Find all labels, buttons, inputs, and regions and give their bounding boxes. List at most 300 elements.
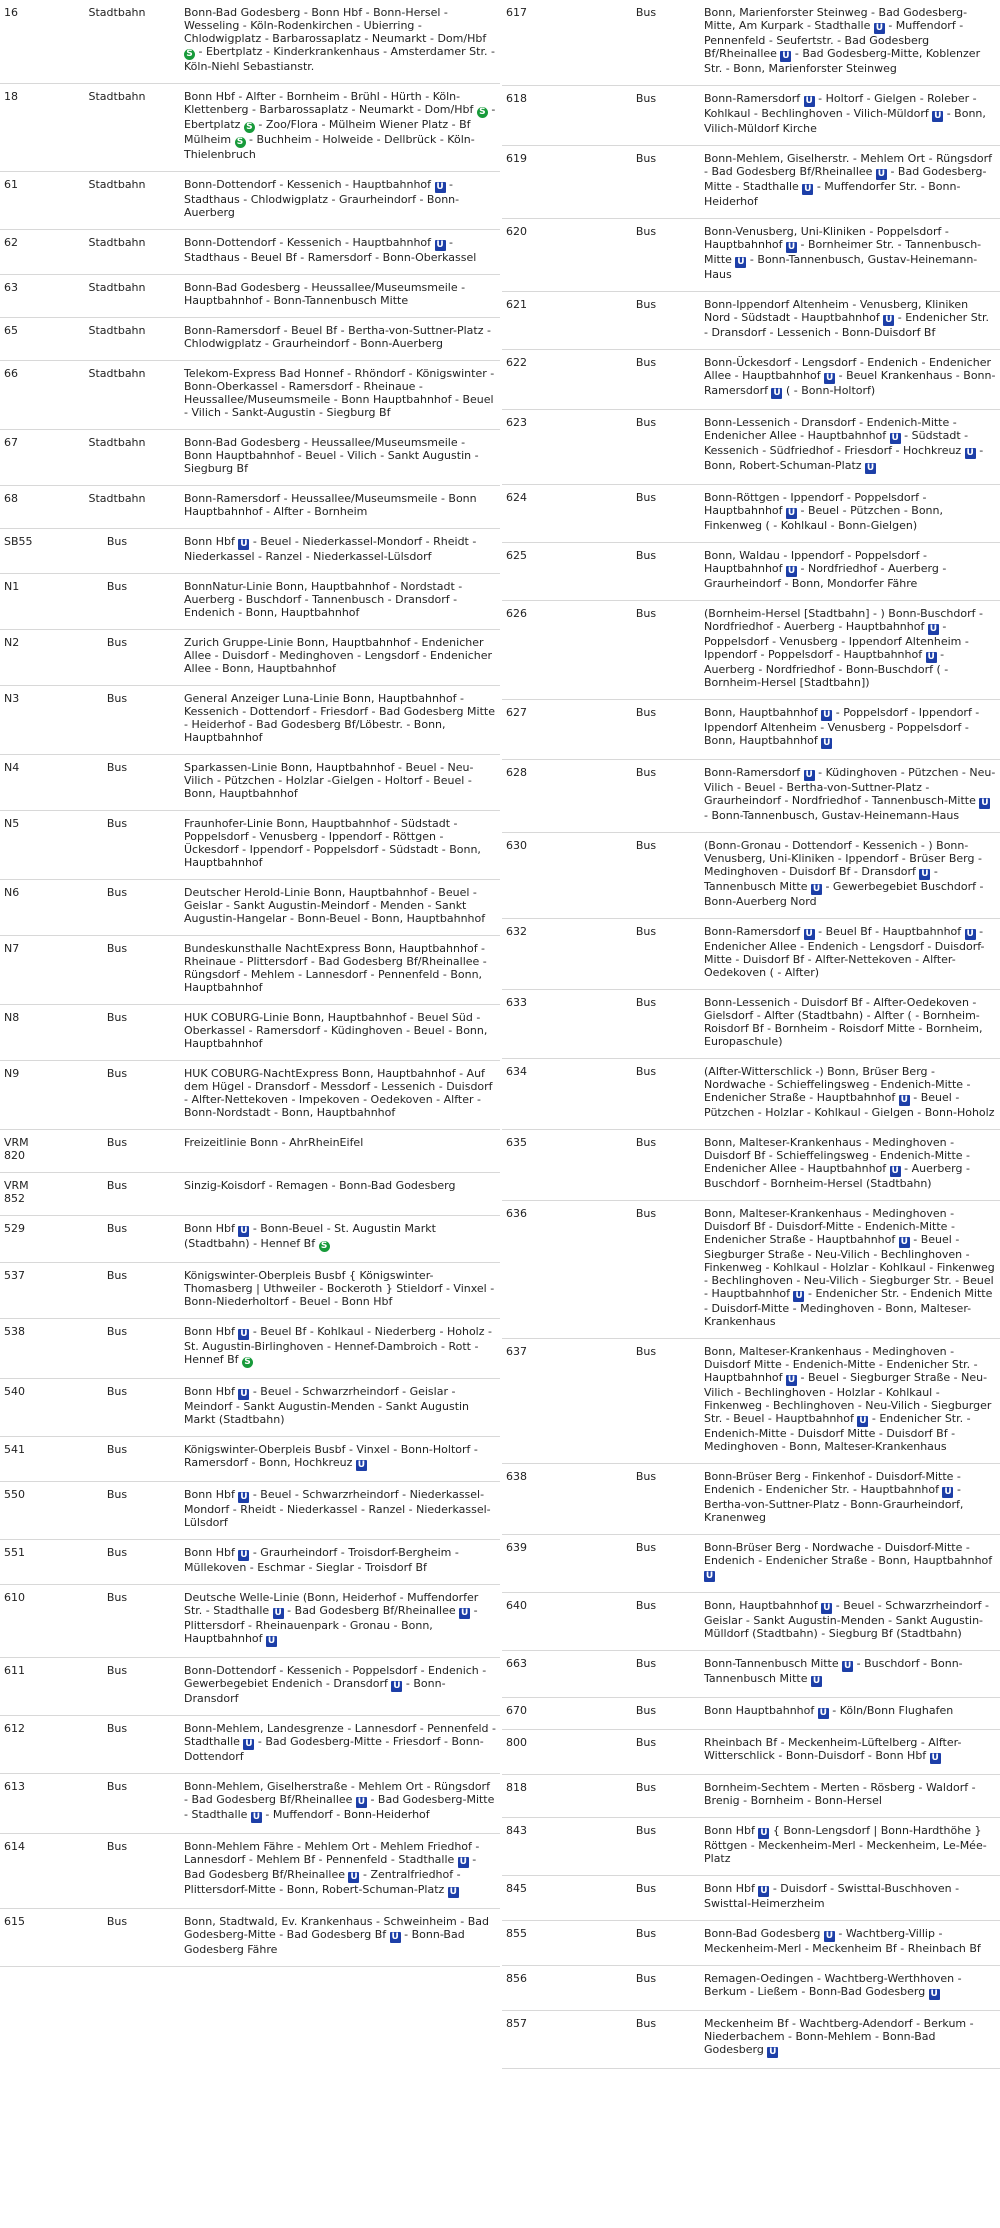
u-bahn-icon: U bbox=[805, 96, 813, 106]
table-row bbox=[502, 601, 1000, 700]
route-description: Bonn Hauptbahnhof U - Köln/Bonn Flughafen bbox=[700, 1698, 1000, 1730]
vehicle-type: Bus bbox=[592, 1966, 700, 2011]
table-row bbox=[0, 172, 500, 230]
table-row bbox=[0, 936, 500, 1005]
lines-table-left bbox=[0, 0, 500, 1967]
table-row bbox=[0, 880, 500, 936]
vehicle-type: Bus bbox=[54, 1482, 180, 1540]
u-bahn-icon: U bbox=[825, 1931, 834, 1941]
line-number: N5 bbox=[0, 811, 54, 880]
route-description: Bonn-Röttgen - Ippendorf - Poppelsdorf - Hauptbahnhof U - Beuel - Pützchen - Bonn, Finkenweg ( - Kohlkaul - Bonn-Gielgen) bbox=[700, 485, 1000, 543]
table-row bbox=[0, 1540, 500, 1585]
line-number: 621 bbox=[502, 292, 592, 350]
route-description: (Bonn-Gronau - Dottendorf - Kessenich - ) Bonn-Venusberg, Uni-Kliniken - Ippendorf - Brüser Berg - Medinghoven - Duisdorf Bf - Dransdorf U - Tannenbusch Mitte U - Gewerbegebiet Buschdorf - Bonn-Auerberg Nord bbox=[700, 833, 1000, 919]
line-number: 614 bbox=[0, 1834, 54, 1909]
line-number: 61 bbox=[0, 172, 54, 230]
table-row bbox=[0, 1834, 500, 1909]
vehicle-type: Bus bbox=[592, 1730, 700, 1775]
table-row bbox=[502, 292, 1000, 350]
vehicle-type: Bus bbox=[592, 292, 700, 350]
u-bahn-icon: U bbox=[787, 566, 796, 576]
vehicle-type: Bus bbox=[592, 1698, 700, 1730]
u-bahn-icon: U bbox=[240, 539, 248, 549]
line-number: 617 bbox=[502, 0, 592, 86]
vehicle-type: Stadtbahn bbox=[54, 230, 180, 275]
table-row bbox=[502, 350, 1000, 410]
u-bahn-icon: U bbox=[929, 624, 937, 634]
u-bahn-icon: U bbox=[274, 1608, 282, 1618]
u-bahn-icon: U bbox=[966, 448, 974, 458]
table-row bbox=[0, 318, 500, 361]
vehicle-type: Bus bbox=[54, 1437, 180, 1482]
u-bahn-icon: U bbox=[891, 433, 899, 443]
route-description: Bonn, Malteser-Krankenhaus - Medinghoven - Duisdorf Bf - Schieffelingsweg - Endenich-Mitte - Endenicher Allee - Hauptbahnhof U - Auerberg - Buschdorf - Bornheim-Hersel (Stadtbahn) bbox=[700, 1130, 1000, 1201]
table-row bbox=[0, 1909, 500, 1967]
table-row bbox=[0, 1585, 500, 1658]
vehicle-type: Bus bbox=[54, 1263, 180, 1319]
table-row bbox=[502, 0, 1000, 86]
u-bahn-icon: U bbox=[927, 652, 935, 662]
vehicle-type: Bus bbox=[592, 1593, 700, 1651]
u-bahn-icon: U bbox=[705, 1571, 714, 1581]
u-bahn-icon: U bbox=[805, 770, 813, 780]
table-row bbox=[0, 361, 500, 430]
vehicle-type: Bus bbox=[592, 1775, 700, 1818]
vehicle-type: Bus bbox=[592, 1876, 700, 1921]
table-row bbox=[502, 990, 1000, 1059]
vehicle-type: Bus bbox=[54, 1130, 180, 1173]
line-number: 800 bbox=[502, 1730, 592, 1775]
u-bahn-icon: U bbox=[843, 1661, 852, 1671]
table-row bbox=[0, 1658, 500, 1716]
vehicle-type: Bus bbox=[54, 811, 180, 880]
u-bahn-icon: U bbox=[245, 1739, 253, 1749]
table-row bbox=[0, 1379, 500, 1437]
u-bahn-icon: U bbox=[787, 1375, 796, 1385]
u-bahn-icon: U bbox=[875, 23, 883, 33]
u-bahn-icon: U bbox=[900, 1095, 908, 1105]
route-description: Zurich Gruppe-Linie Bonn, Hauptbahnhof - Endenicher Allee - Duisdorf - Medinghoven - Lengsdorf - Endenicher Allee - Bonn, Hauptbahnhof bbox=[180, 630, 500, 686]
u-bahn-icon: U bbox=[944, 1487, 952, 1497]
table-row bbox=[0, 84, 500, 172]
u-bahn-icon: U bbox=[240, 1389, 248, 1399]
line-number: 65 bbox=[0, 318, 54, 361]
u-bahn-icon: U bbox=[350, 1872, 358, 1882]
vehicle-type: Bus bbox=[592, 219, 700, 292]
u-bahn-icon: U bbox=[866, 463, 875, 473]
vehicle-type: Bus bbox=[54, 574, 180, 630]
table-row bbox=[502, 410, 1000, 485]
vehicle-type: Bus bbox=[592, 410, 700, 485]
u-bahn-icon: U bbox=[805, 929, 813, 939]
u-bahn-icon: U bbox=[934, 111, 942, 121]
route-description: Deutscher Herold-Linie Bonn, Hauptbahnhof - Beuel - Geislar - Sankt Augustin-Meindorf - Menden - Sankt Augustin-Hangelar - Bonn-Beuel - Bonn, Hauptbahnhof bbox=[180, 880, 500, 936]
u-bahn-icon: U bbox=[449, 1887, 457, 1897]
line-number: 632 bbox=[502, 919, 592, 990]
u-bahn-icon: U bbox=[460, 1608, 469, 1618]
line-number: 635 bbox=[502, 1130, 592, 1201]
table-row bbox=[502, 1876, 1000, 1921]
route-description: Bonn, Malteser-Krankenhaus - Medinghoven - Duisdorf Mitte - Endenich-Mitte - Endenicher Str. - Hauptbahnhof U - Beuel - Siegburger Straße - Neu-Vilich - Bechlinghoven - Holzlar - Kohlkaul - Finkenweg - Bechlinghoven - Neu-Vilich - Siegburger Str. - Beuel - Hauptbahnhof U - Endenicher Str. - Endenich-Mitte - Duisdorf Mitte - Duisdorf Bf - Medinghoven - Bonn, Malteser-Krankenhaus bbox=[700, 1339, 1000, 1464]
route-description: Bonn, Waldau - Ippendorf - Poppelsdorf - Hauptbahnhof U - Nordfriedhof - Auerberg - Graurheindorf - Bonn, Mondorfer Fähre bbox=[700, 543, 1000, 601]
line-number: 855 bbox=[502, 1921, 592, 1966]
table-row bbox=[0, 230, 500, 275]
vehicle-type: Bus bbox=[592, 146, 700, 219]
line-number: 626 bbox=[502, 601, 592, 700]
table-row bbox=[502, 700, 1000, 760]
vehicle-type: Bus bbox=[592, 1921, 700, 1966]
route-description: (Alfter-Witterschlick -) Bonn, Brüser Berg - Nordwache - Schieffelingsweg - Endenich-Mitte - Endenicher Straße - Hauptbahnhof U - Beuel - Pützchen - Holzlar - Kohlkaul - Gielgen - Bonn-Hoholz bbox=[700, 1059, 1000, 1130]
u-bahn-icon: U bbox=[436, 182, 444, 192]
s-bahn-icon: S bbox=[184, 49, 195, 60]
route-description: Bonn Hbf U - Bonn-Beuel - St. Augustin Markt (Stadtbahn) - Hennef Bf S bbox=[180, 1216, 500, 1263]
line-number: 630 bbox=[502, 833, 592, 919]
route-description: Bonn-Dottendorf - Kessenich - Hauptbahnhof U - Stadthaus - Beuel Bf - Ramersdorf - Bonn-Oberkassel bbox=[180, 230, 500, 275]
vehicle-type: Stadtbahn bbox=[54, 275, 180, 318]
line-number: 610 bbox=[0, 1585, 54, 1658]
line-number: 663 bbox=[502, 1651, 592, 1698]
route-description: Bonn Hbf U - Beuel Bf - Kohlkaul - Niederberg - Hoholz - St. Augustin-Birlinghoven - Hennef-Dambroich - Rott - Hennef Bf S bbox=[180, 1319, 500, 1379]
route-description: Bonn-Lessenich - Duisdorf Bf - Alfter-Oedekoven - Gielsdorf - Alfter (Stadtbahn) - Alfter ( - Bornheim-Roisdorf Bf - Bornheim - Roisdorf Mitte - Bornheim, Europaschule) bbox=[700, 990, 1000, 1059]
route-description: Bonn-Brüser Berg - Finkenhof - Duisdorf-Mitte - Endenich - Endenicher Str. - Hauptbahnhof U - Bertha-von-Suttner-Platz - Bonn-Graurheindorf, Kranenweg bbox=[700, 1464, 1000, 1535]
vehicle-type: Bus bbox=[592, 1818, 700, 1876]
route-description: Bonn Hbf U - Graurheindorf - Troisdorf-Bergheim - Müllekoven - Eschmar - Sieglar - Troisdorf Bf bbox=[180, 1540, 500, 1585]
u-bahn-icon: U bbox=[891, 1166, 899, 1176]
vehicle-type: Bus bbox=[592, 86, 700, 146]
vehicle-type: Stadtbahn bbox=[54, 361, 180, 430]
table-row bbox=[502, 485, 1000, 543]
table-row bbox=[502, 1966, 1000, 2011]
s-bahn-icon: S bbox=[235, 137, 246, 148]
line-number: 640 bbox=[502, 1593, 592, 1651]
u-bahn-icon: U bbox=[812, 1676, 821, 1686]
vehicle-type: Bus bbox=[54, 1540, 180, 1585]
table-row bbox=[0, 1216, 500, 1263]
line-number: 856 bbox=[502, 1966, 592, 2011]
s-bahn-icon: S bbox=[319, 1241, 330, 1252]
table-row bbox=[0, 1173, 500, 1216]
vehicle-type: Bus bbox=[54, 1774, 180, 1834]
table-row bbox=[502, 1130, 1000, 1201]
u-bahn-icon: U bbox=[760, 1828, 768, 1838]
route-description: Bonn-Ippendorf Altenheim - Venusberg, Kliniken Nord - Südstadt - Hauptbahnhof U - Endenicher Str. - Dransdorf - Lessenich - Bonn-Duisdorf Bf bbox=[700, 292, 1000, 350]
table-row bbox=[0, 1130, 500, 1173]
line-number: 818 bbox=[502, 1775, 592, 1818]
table-row bbox=[0, 1482, 500, 1540]
left-column bbox=[0, 0, 500, 2069]
vehicle-type: Bus bbox=[54, 630, 180, 686]
route-description: Bonn-Dottendorf - Kessenich - Poppelsdorf - Endenich - Gewerbegebiet Endenich - Dransdorf U - Bonn-Dransdorf bbox=[180, 1658, 500, 1716]
table-row bbox=[0, 430, 500, 486]
vehicle-type: Bus bbox=[592, 1464, 700, 1535]
table-row bbox=[502, 1730, 1000, 1775]
u-bahn-icon: U bbox=[966, 929, 974, 939]
table-row bbox=[0, 811, 500, 880]
table-row bbox=[502, 1775, 1000, 1818]
route-description: Königswinter-Oberpleis Busbf { Königswinter-Thomasberg | Uthweiler - Bockeroth } Stieldorf - Vinxel - Bonn-Niederholtorf - Beuel - Bonn Hbf bbox=[180, 1263, 500, 1319]
route-description: Bonn-Brüser Berg - Nordwache - Duisdorf-Mitte - Endenich - Endenicher Straße - Bonn, Hauptbahnhof U bbox=[700, 1535, 1000, 1593]
u-bahn-icon: U bbox=[240, 1329, 248, 1339]
vehicle-type: Bus bbox=[54, 880, 180, 936]
u-bahn-icon: U bbox=[436, 240, 444, 250]
table-row bbox=[502, 1651, 1000, 1698]
table-row bbox=[0, 1061, 500, 1130]
u-bahn-icon: U bbox=[267, 1636, 276, 1646]
route-description: (Bornheim-Hersel [Stadtbahn] - ) Bonn-Buschdorf - Nordfriedhof - Auerberg - Hauptbahnhof U - Poppelsdorf - Venusberg - Ippendorf Altenheim - Ippendorf - Poppelsdorf - Hauptbahnhof U - Auerberg - Nordfriedhof - Bonn-Buschdorf ( - Bornheim-Hersel [Stadtbahn]) bbox=[700, 601, 1000, 700]
route-description: HUK COBURG-NachtExpress Bonn, Hauptbahnhof - Auf dem Hügel - Dransdorf - Messdorf - Lessenich - Duisdorf - Alfter-Nettekoven - Impekoven - Oedekoven - Alfter - Bonn-Nordstadt - Bonn, Hauptbahnhof bbox=[180, 1061, 500, 1130]
table-row bbox=[502, 1593, 1000, 1651]
table-row bbox=[502, 86, 1000, 146]
line-number: N2 bbox=[0, 630, 54, 686]
u-bahn-icon: U bbox=[812, 884, 821, 894]
u-bahn-icon: U bbox=[877, 169, 886, 179]
route-description: Fraunhofer-Linie Bonn, Hauptbahnhof - Südstadt - Poppelsdorf - Venusberg - Ippendorf - Röttgen - Ückesdorf - Ippendorf - Poppelsdorf - Südstadt - Bonn, Hauptbahnhof bbox=[180, 811, 500, 880]
route-description: Bonn, Hauptbahnhof U - Beuel - Schwarzrheindorf - Geislar - Sankt Augustin-Menden - Sankt Augustin-Mülldorf (Stadtbahn) - Siegburg Bf (Stadtbahn) bbox=[700, 1593, 1000, 1651]
table-row bbox=[502, 219, 1000, 292]
s-bahn-icon: S bbox=[242, 1357, 253, 1368]
vehicle-type: Bus bbox=[54, 1658, 180, 1716]
table-row bbox=[0, 1319, 500, 1379]
table-row bbox=[0, 0, 500, 84]
table-row bbox=[502, 1535, 1000, 1593]
route-description: Bonn Hbf - Alfter - Bornheim - Brühl - Hürth - Köln-Klettenberg - Barbarossaplatz - Neumarkt - Dom/Hbf S - Ebertplatz S - Zoo/Flora - Mülheim Wiener Platz - Bf Mülheim S - Buchheim - Holweide - Dellbrück - Köln-Thielenbruch bbox=[180, 84, 500, 172]
table-row bbox=[502, 543, 1000, 601]
vehicle-type: Bus bbox=[54, 1585, 180, 1658]
line-number: 18 bbox=[0, 84, 54, 172]
route-description: Bonn, Hauptbahnhof U - Poppelsdorf - Ippendorf - Ippendorf Altenheim - Venusberg - Poppelsdorf - Bonn, Hauptbahnhof U bbox=[700, 700, 1000, 760]
vehicle-type: Bus bbox=[54, 529, 180, 574]
line-number: 550 bbox=[0, 1482, 54, 1540]
vehicle-type: Bus bbox=[592, 1201, 700, 1339]
u-bahn-icon: U bbox=[823, 738, 831, 748]
u-bahn-icon: U bbox=[930, 1989, 938, 1999]
table-row bbox=[502, 760, 1000, 833]
line-number: 627 bbox=[502, 700, 592, 760]
u-bahn-icon: U bbox=[795, 1291, 803, 1301]
table-row bbox=[0, 1263, 500, 1319]
vehicle-type: Bus bbox=[54, 1379, 180, 1437]
line-number: 63 bbox=[0, 275, 54, 318]
line-number: 529 bbox=[0, 1216, 54, 1263]
line-number: 625 bbox=[502, 543, 592, 601]
line-number: 551 bbox=[0, 1540, 54, 1585]
line-number: 636 bbox=[502, 1201, 592, 1339]
route-description: Bonn-Lessenich - Dransdorf - Endenich-Mitte - Endenicher Allee - Hauptbahnhof U - Südstadt - Kessenich - Südfriedhof - Friesdorf - Hochkreuz U - Bonn, Robert-Schuman-Platz U bbox=[700, 410, 1000, 485]
u-bahn-icon: U bbox=[459, 1857, 467, 1867]
route-description: Sinzig-Koisdorf - Remagen - Bonn-Bad Godesberg bbox=[180, 1173, 500, 1216]
table-row bbox=[0, 529, 500, 574]
line-number: 637 bbox=[502, 1339, 592, 1464]
table-row bbox=[502, 146, 1000, 219]
line-number: 62 bbox=[0, 230, 54, 275]
vehicle-type: Bus bbox=[54, 1005, 180, 1061]
line-number: 623 bbox=[502, 410, 592, 485]
route-description: Bonn-Mehlem Fähre - Mehlem Ort - Mehlem Friedhof - Lannesdorf - Mehlem Bf - Pennenfeld - Stadthalle U - Bad Godesberg Bf/Rheinallee U - Zentralfriedhof - Plittersdorf-Mitte - Bonn, Robert-Schuman-Platz U bbox=[180, 1834, 500, 1909]
route-description: Sparkassen-Linie Bonn, Hauptbahnhof - Beuel - Neu-Vilich - Pützchen - Holzlar -Gielgen - Holtorf - Beuel - Bonn, Hauptbahnhof bbox=[180, 755, 500, 811]
u-bahn-icon: U bbox=[391, 1932, 399, 1942]
u-bahn-icon: U bbox=[900, 1237, 908, 1247]
vehicle-type: Bus bbox=[54, 1216, 180, 1263]
table-row bbox=[502, 2011, 1000, 2069]
table-row bbox=[0, 486, 500, 529]
route-description: Rheinbach Bf - Meckenheim-Lüftelberg - Alfter-Witterschlick - Bonn-Duisdorf - Bonn Hbf U bbox=[700, 1730, 1000, 1775]
table-row bbox=[502, 1818, 1000, 1876]
route-description: Telekom-Express Bad Honnef - Rhöndorf - Königswinter - Bonn-Oberkassel - Ramersdorf - Rheinaue - Heussallee/Museumsmeile - Bonn Hauptbahnhof - Beuel - Vilich - Sankt-Augustin - Siegburg Bf bbox=[180, 361, 500, 430]
route-description: Bonn, Marienforster Steinweg - Bad Godesberg-Mitte, Am Kurpark - Stadthalle U - Muffendorf - Pennenfeld - Seufertstr. - Bad Godesberg Bf/Rheinallee U - Bad Godesberg-Mitte, Koblenzer Str. - Bonn, Marienforster Steinweg bbox=[700, 0, 1000, 86]
route-description: Bonn, Malteser-Krankenhaus - Medinghoven - Duisdorf Bf - Duisdorf-Mitte - Endenich-Mitte - Endenicher Straße - Hauptbahnhof U - Beuel - Siegburger Straße - Neu-Vilich - Bechlinghoven - Finkenweg - Kohlkaul - Holzlar - Kohlkaul - Finkenweg - Bechlinghoven - Neu-Vilich - Siegburger Str. - Beuel - Hauptbahnhof U - Endenicher Str. - Endenich Mitte - Duisdorf-Mitte - Medinghoven - Bonn, Malteser-Krankenhaus bbox=[700, 1201, 1000, 1339]
vehicle-type: Bus bbox=[54, 686, 180, 755]
table-row bbox=[502, 1201, 1000, 1339]
vehicle-type: Stadtbahn bbox=[54, 84, 180, 172]
route-description: Bonn Hbf U { Bonn-Lengsdorf | Bonn-Hardthöhe } Röttgen - Meckenheim-Merl - Meckenheim, Le-Mée-Platz bbox=[700, 1818, 1000, 1876]
vehicle-type: Bus bbox=[592, 2011, 700, 2069]
vehicle-type: Bus bbox=[592, 990, 700, 1059]
vehicle-type: Bus bbox=[592, 1535, 700, 1593]
vehicle-type: Bus bbox=[54, 1834, 180, 1909]
u-bahn-icon: U bbox=[859, 1416, 867, 1426]
line-number: 612 bbox=[0, 1716, 54, 1774]
line-number: 638 bbox=[502, 1464, 592, 1535]
table-row bbox=[0, 574, 500, 630]
line-number: N7 bbox=[0, 936, 54, 1005]
u-bahn-icon: U bbox=[252, 1812, 261, 1822]
line-number: 670 bbox=[502, 1698, 592, 1730]
line-number: 66 bbox=[0, 361, 54, 430]
vehicle-type: Bus bbox=[592, 700, 700, 760]
line-number: 624 bbox=[502, 485, 592, 543]
line-number: 16 bbox=[0, 0, 54, 84]
vehicle-type: Bus bbox=[592, 1059, 700, 1130]
route-description: HUK COBURG-Linie Bonn, Hauptbahnhof - Beuel Süd - Oberkassel - Ramersdorf - Küdinghoven - Beuel - Bonn, Hauptbahnhof bbox=[180, 1005, 500, 1061]
table-row bbox=[0, 1774, 500, 1834]
u-bahn-icon: U bbox=[357, 1460, 365, 1470]
line-number: 618 bbox=[502, 86, 592, 146]
route-description: Bonn-Bad Godesberg U - Wachtberg-Villip - Meckenheim-Merl - Meckenheim Bf - Rheinbach Bf bbox=[700, 1921, 1000, 1966]
vehicle-type: Bus bbox=[592, 350, 700, 410]
route-description: Bonn-Ramersdorf - Beuel Bf - Bertha-von-Suttner-Platz - Chlodwigplatz - Graurheindorf - Bonn-Auerberg bbox=[180, 318, 500, 361]
u-bahn-icon: U bbox=[804, 184, 812, 194]
table-row bbox=[0, 1437, 500, 1482]
vehicle-type: Bus bbox=[592, 485, 700, 543]
route-description: BonnNatur-Linie Bonn, Hauptbahnhof - Nordstadt - Auerberg - Buschdorf - Tannenbusch - Dransdorf - Endenich - Bonn, Hauptbahnhof bbox=[180, 574, 500, 630]
route-description: Freizeitlinie Bonn - AhrRheinEifel bbox=[180, 1130, 500, 1173]
u-bahn-icon: U bbox=[760, 1886, 768, 1896]
route-description: Bonn-Ückesdorf - Lengsdorf - Endenich - Endenicher Allee - Hauptbahnhof U - Beuel Krankenhaus - Bonn-Ramersdorf U ( - Bonn-Holtorf) bbox=[700, 350, 1000, 410]
route-description: Bonn-Ramersdorf U - Beuel Bf - Hauptbahnhof U - Endenicher Allee - Endenich - Lengsdorf - Duisdorf-Mitte - Duisdorf Bf - Alfter-Nettekoven - Alfter-Oedekoven ( - Alfter) bbox=[700, 919, 1000, 990]
right-column bbox=[500, 0, 1000, 2069]
line-number: N1 bbox=[0, 574, 54, 630]
u-bahn-icon: U bbox=[357, 1797, 366, 1807]
line-number: N6 bbox=[0, 880, 54, 936]
route-description: Meckenheim Bf - Wachtberg-Adendorf - Berkum - Niederbachem - Bonn-Mehlem - Bonn-Bad Godesberg U bbox=[700, 2011, 1000, 2069]
line-number: 843 bbox=[502, 1818, 592, 1876]
route-description: Bonn, Stadtwald, Ev. Krankenhaus - Schweinheim - Bad Godesberg-Mitte - Bad Godesberg Bf U - Bonn-Bad Godesberg Fähre bbox=[180, 1909, 500, 1967]
vehicle-type: Bus bbox=[54, 1061, 180, 1130]
s-bahn-icon: S bbox=[244, 122, 255, 133]
line-number: 857 bbox=[502, 2011, 592, 2069]
vehicle-type: Bus bbox=[54, 1173, 180, 1216]
line-number: 537 bbox=[0, 1263, 54, 1319]
line-number: N8 bbox=[0, 1005, 54, 1061]
table-row bbox=[502, 833, 1000, 919]
route-description: Bonn-Venusberg, Uni-Kliniken - Poppelsdorf - Hauptbahnhof U - Bornheimer Str. - Tannenbusch-Mitte U - Bonn-Tannenbusch, Gustav-Heinemann-Haus bbox=[700, 219, 1000, 292]
vehicle-type: Stadtbahn bbox=[54, 486, 180, 529]
u-bahn-icon: U bbox=[773, 388, 781, 398]
line-number: 620 bbox=[502, 219, 592, 292]
u-bahn-icon: U bbox=[769, 2047, 777, 2057]
route-description: Königswinter-Oberpleis Busbf - Vinxel - Bonn-Holtorf - Ramersdorf - Bonn, Hochkreuz U bbox=[180, 1437, 500, 1482]
u-bahn-icon: U bbox=[931, 1753, 939, 1763]
vehicle-type: Bus bbox=[592, 919, 700, 990]
vehicle-type: Bus bbox=[592, 0, 700, 86]
vehicle-type: Stadtbahn bbox=[54, 172, 180, 230]
vehicle-type: Bus bbox=[54, 1909, 180, 1967]
u-bahn-icon: U bbox=[240, 1226, 248, 1236]
vehicle-type: Stadtbahn bbox=[54, 0, 180, 84]
u-bahn-icon: U bbox=[981, 798, 989, 808]
vehicle-type: Bus bbox=[54, 1716, 180, 1774]
table-row bbox=[0, 1005, 500, 1061]
u-bahn-icon: U bbox=[787, 242, 796, 252]
line-number: VRM 852 bbox=[0, 1173, 54, 1216]
line-number: 615 bbox=[0, 1909, 54, 1967]
lines-table-right bbox=[502, 0, 1000, 2069]
route-description: Bonn Hbf U - Beuel - Schwarzrheindorf - Geislar - Meindorf - Sankt Augustin-Menden - Sankt Augustin Markt (Stadtbahn) bbox=[180, 1379, 500, 1437]
u-bahn-icon: U bbox=[819, 1708, 827, 1718]
line-number: 633 bbox=[502, 990, 592, 1059]
u-bahn-icon: U bbox=[787, 508, 796, 518]
line-number: 619 bbox=[502, 146, 592, 219]
line-number: 845 bbox=[502, 1876, 592, 1921]
route-description: Bonn-Ramersdorf U - Küdinghoven - Pützchen - Neu-Vilich - Beuel - Bertha-von-Suttner-Platz - Graurheindorf - Nordfriedhof - Tannenbusch-Mitte U - Bonn-Tannenbusch, Gustav-Heinemann-Haus bbox=[700, 760, 1000, 833]
line-number: N3 bbox=[0, 686, 54, 755]
s-bahn-icon: S bbox=[477, 107, 488, 118]
vehicle-type: Stadtbahn bbox=[54, 318, 180, 361]
u-bahn-icon: U bbox=[393, 1681, 401, 1691]
table-row bbox=[0, 1716, 500, 1774]
route-description: Bonn Hbf U - Beuel - Niederkassel-Mondorf - Rheidt - Niederkassel - Ranzel - Niederkassel-Lülsdorf bbox=[180, 529, 500, 574]
line-number: 540 bbox=[0, 1379, 54, 1437]
vehicle-type: Bus bbox=[592, 760, 700, 833]
vehicle-type: Bus bbox=[592, 1651, 700, 1698]
u-bahn-icon: U bbox=[737, 257, 745, 267]
route-description: Bonn-Mehlem, Landesgrenze - Lannesdorf - Pennenfeld - Stadthalle U - Bad Godesberg-Mitte - Friesdorf - Bonn-Dottendorf bbox=[180, 1716, 500, 1774]
line-number: 628 bbox=[502, 760, 592, 833]
table-row bbox=[0, 686, 500, 755]
line-number: 611 bbox=[0, 1658, 54, 1716]
table-row bbox=[502, 1059, 1000, 1130]
route-description: Bonn-Bad Godesberg - Heussallee/Museumsmeile - Hauptbahnhof - Bonn-Tannenbusch Mitte bbox=[180, 275, 500, 318]
table-row bbox=[502, 919, 1000, 990]
line-number: 639 bbox=[502, 1535, 592, 1593]
vehicle-type: Stadtbahn bbox=[54, 430, 180, 486]
vehicle-type: Bus bbox=[592, 1130, 700, 1201]
route-description: Bonn-Bad Godesberg - Bonn Hbf - Bonn-Hersel - Wesseling - Köln-Rodenkirchen - Ubierring - Chlodwigplatz - Barbarossaplatz - Neumarkt - Dom/Hbf S - Ebertplatz - Kinderkrankenhaus - Amsterdamer Str. - Köln-Niehl Sebastianstr. bbox=[180, 0, 500, 84]
u-bahn-icon: U bbox=[921, 869, 929, 879]
line-number: N9 bbox=[0, 1061, 54, 1130]
table-row bbox=[502, 1339, 1000, 1464]
table-row bbox=[502, 1921, 1000, 1966]
vehicle-type: Bus bbox=[592, 601, 700, 700]
u-bahn-icon: U bbox=[240, 1492, 248, 1502]
u-bahn-icon: U bbox=[240, 1550, 248, 1560]
route-description: Bonn Hbf U - Beuel - Schwarzrheindorf - Niederkassel-Mondorf - Rheidt - Niederkassel - Ranzel - Niederkassel-Lülsdorf bbox=[180, 1482, 500, 1540]
table-row bbox=[0, 630, 500, 686]
line-number: 68 bbox=[0, 486, 54, 529]
table-row bbox=[502, 1464, 1000, 1535]
line-number: SB55 bbox=[0, 529, 54, 574]
line-number: 67 bbox=[0, 430, 54, 486]
